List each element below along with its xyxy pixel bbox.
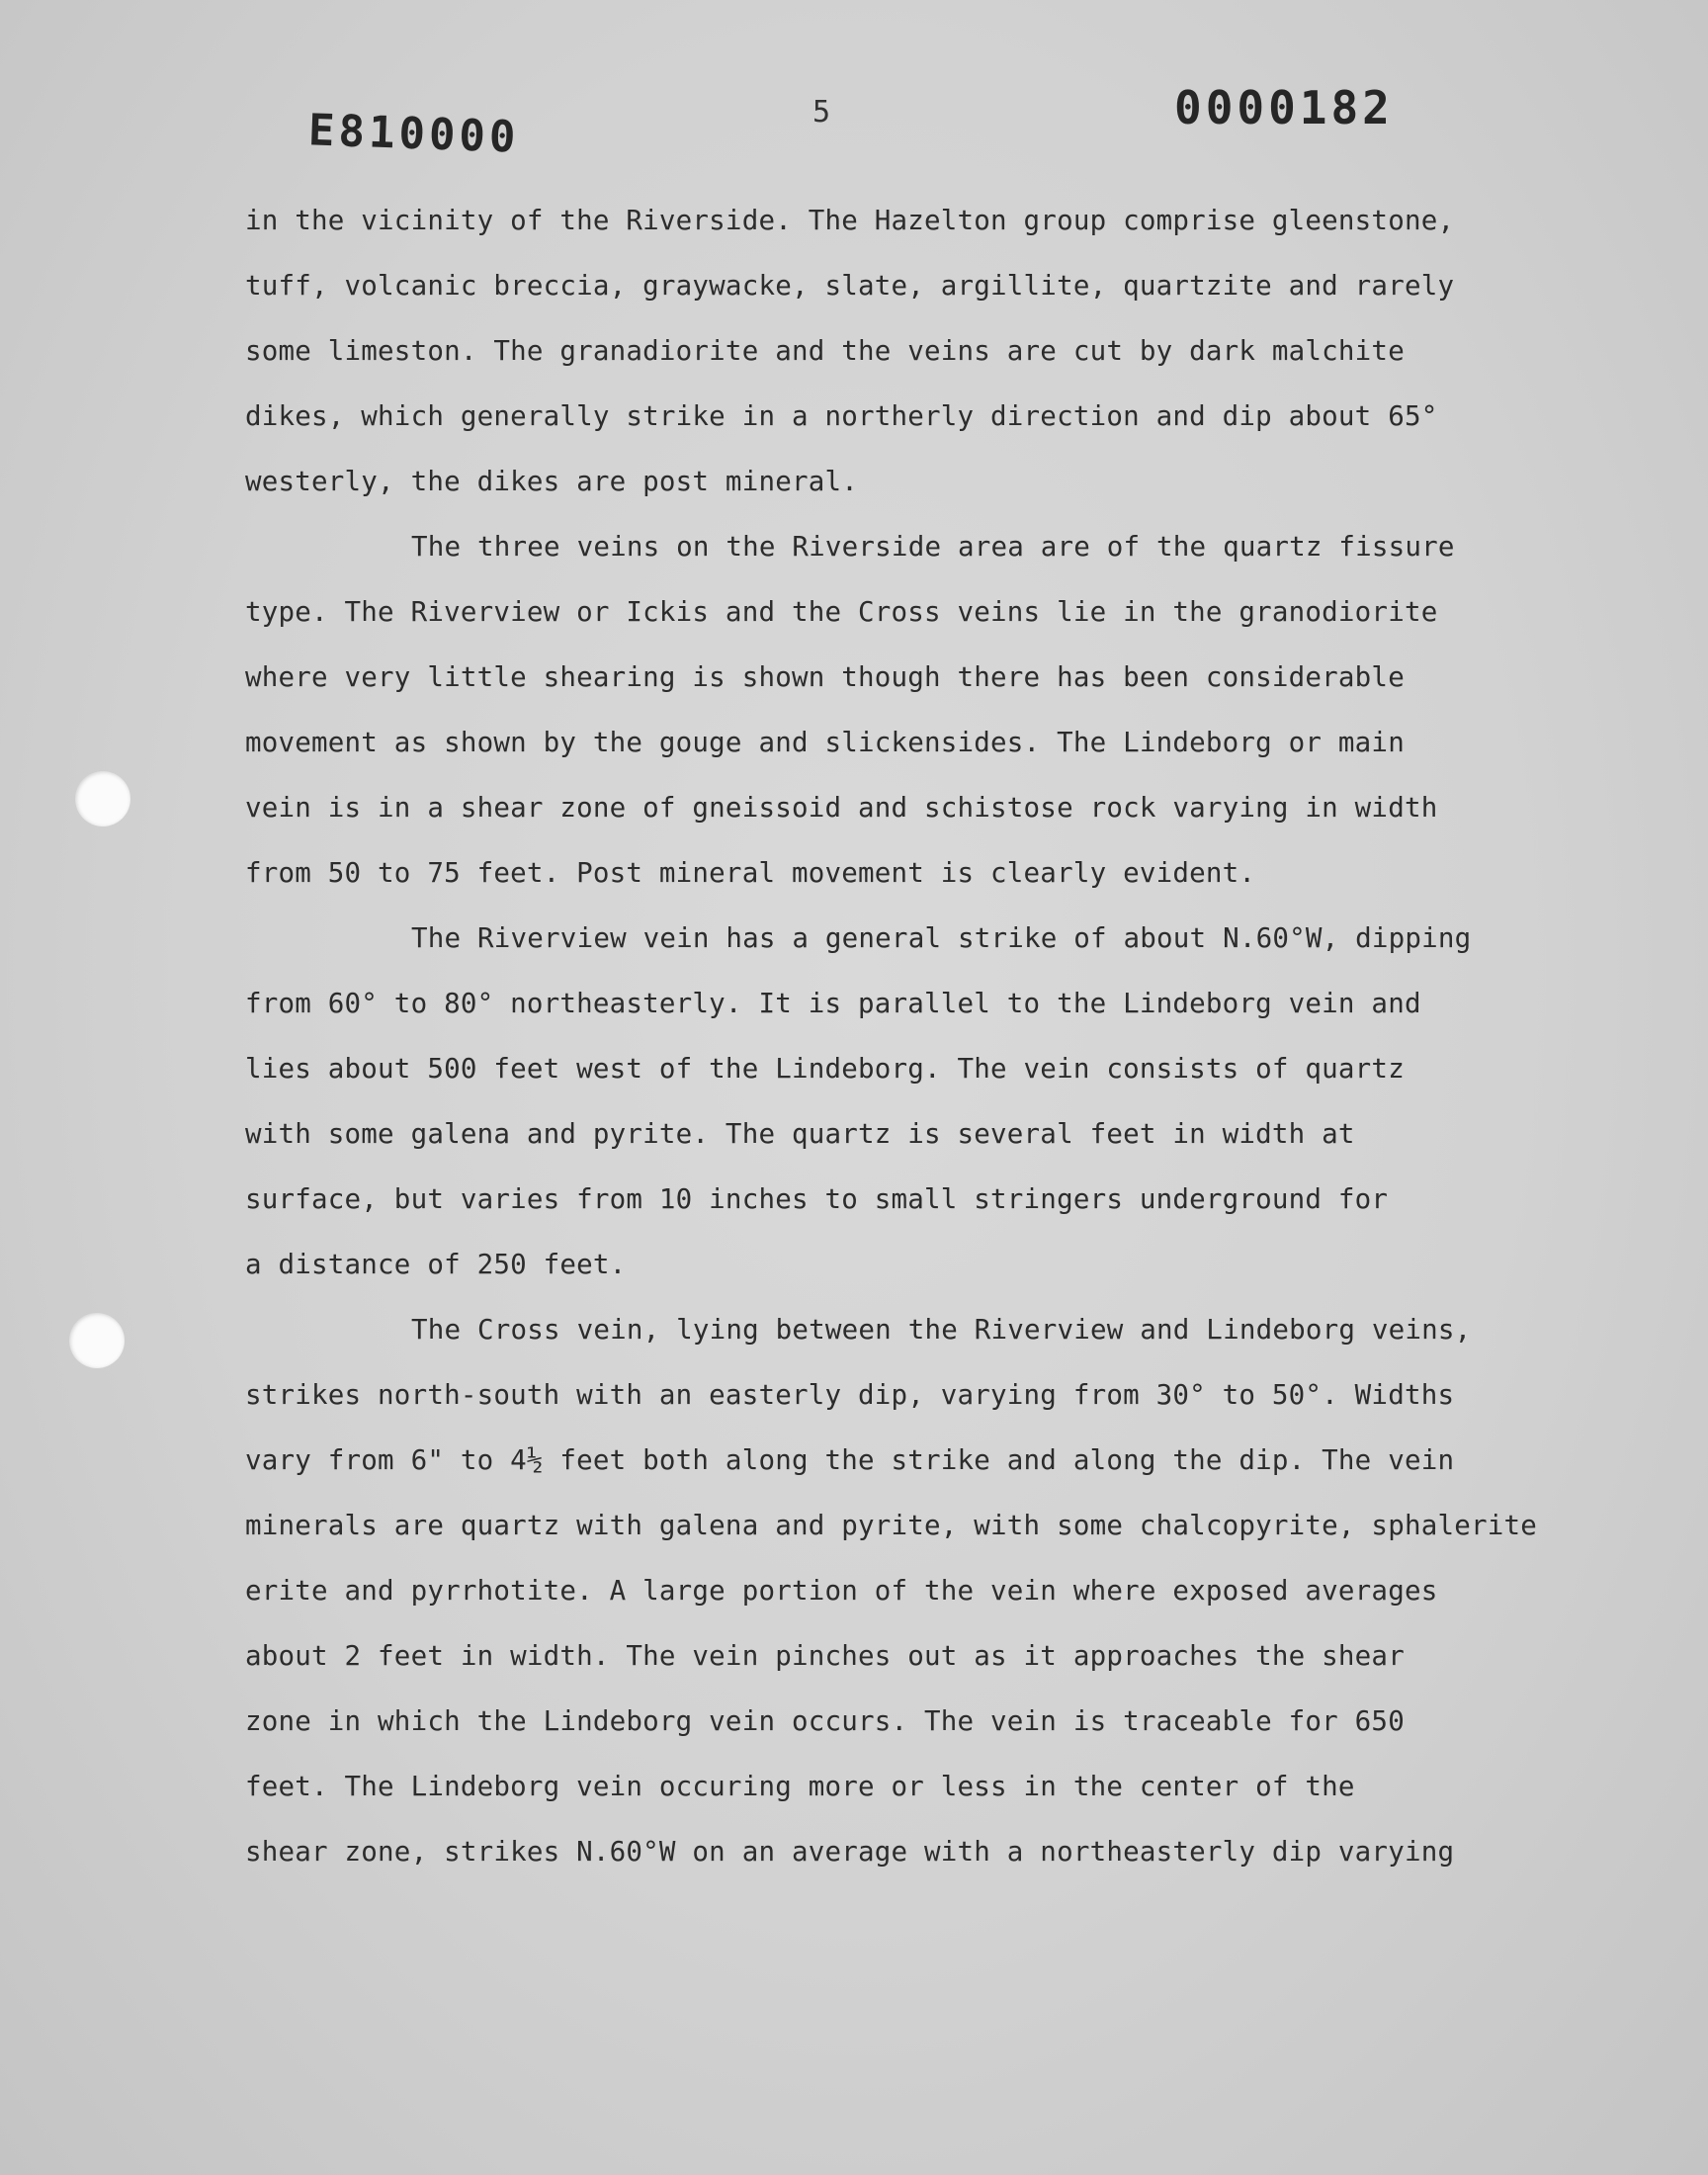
paragraph-first-line: The Riverview vein has a general strike of about N.60°W, dipping: [411, 922, 1472, 954]
text-line: a distance of 250 feet.: [245, 1249, 627, 1280]
text-line: from 50 to 75 feet. Post mineral movement is clearly evident.: [245, 857, 1256, 889]
text-line: lies about 500 feet west of the Lindeborg. The vein consists of quartz: [245, 1053, 1405, 1085]
paragraph-first-line: The Cross vein, lying between the Riverview and Lindeborg veins,: [411, 1314, 1472, 1346]
text-line: movement as shown by the gouge and slickensides. The Lindeborg or main: [245, 727, 1405, 758]
sequence-number-stamp: 0000182: [1174, 81, 1394, 134]
typed-body-text: [245, 188, 1537, 1884]
text-line: zone in which the Lindeborg vein occurs. The vein is traceable for 650: [245, 1705, 1405, 1737]
text-line: some limeston. The granadiorite and the veins are cut by dark malchite: [245, 335, 1405, 367]
page-number: 5: [812, 95, 831, 130]
text-line: where very little shearing is shown though there has been considerable: [245, 661, 1405, 693]
punch-hole: [75, 771, 130, 826]
text-line: erite and pyrrhotite. A large portion of the vein where exposed averages: [245, 1575, 1438, 1607]
text-line: in the vicinity of the Riverside. The Hazelton group comprise gleenstone,: [245, 205, 1455, 236]
text-line: vein is in a shear zone of gneissoid and schistose rock varying in width: [245, 792, 1438, 824]
text-line: type. The Riverview or Ickis and the Cross veins lie in the granodiorite: [245, 596, 1438, 628]
punch-hole: [69, 1313, 125, 1368]
text-line: vary from 6" to 4½ feet both along the strike and along the dip. The vein: [245, 1444, 1455, 1476]
text-line: about 2 feet in width. The vein pinches out as it approaches the shear: [245, 1640, 1405, 1672]
text-line: feet. The Lindeborg vein occuring more or less in the center of the: [245, 1771, 1355, 1802]
text-line: dikes, which generally strike in a northerly direction and dip about 65°: [245, 400, 1438, 432]
text-line: minerals are quartz with galena and pyrite, with some chalcopyrite, sphalerite: [245, 1510, 1537, 1541]
text-line: surface, but varies from 10 inches to small stringers underground for: [245, 1183, 1389, 1215]
text-line: strikes north-south with an easterly dip, varying from 30° to 50°. Widths: [245, 1379, 1455, 1411]
text-line: with some galena and pyrite. The quartz is several feet in width at: [245, 1118, 1355, 1150]
text-line: westerly, the dikes are post mineral.: [245, 466, 858, 497]
text-line: from 60° to 80° northeasterly. It is parallel to the Lindeborg vein and: [245, 988, 1421, 1019]
document-id-stamp: E810000: [307, 105, 521, 163]
text-line: tuff, volcanic breccia, graywacke, slate, argillite, quartzite and rarely: [245, 270, 1455, 302]
paragraph-first-line: The three veins on the Riverside area are of the quartz fissure: [411, 531, 1455, 563]
text-line: shear zone, strikes N.60°W on an average with a northeasterly dip varying: [245, 1836, 1455, 1868]
